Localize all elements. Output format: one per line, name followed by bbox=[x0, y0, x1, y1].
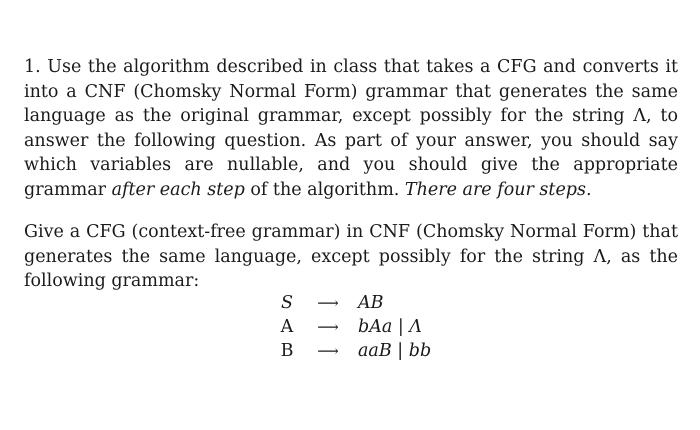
rule-rhs: AB bbox=[358, 293, 384, 313]
task-paragraph: Give a CFG (context-free grammar) in CNF (Chomsky Normal Form) that generates the same language, except possibly for the string Λ, as the following grammar: bbox=[24, 222, 678, 291]
rule-rhs: bAa | Λ bbox=[358, 317, 422, 337]
question-paragraph bbox=[24, 55, 678, 202]
production-arrow: ⟶ bbox=[317, 318, 339, 336]
grammar-rule bbox=[270, 315, 431, 339]
grammar-rules bbox=[270, 291, 431, 363]
emphasis-four-steps: There are four steps. bbox=[404, 179, 592, 200]
rule-lhs: B bbox=[280, 341, 294, 361]
question-text: 1. Use the algorithm described in class that takes a CFG and converts it into a CNF (Chomsky Normal Form) grammar that generates the same language as the original grammar, except possibly for the string Λ, to answer the following question. As part of your answer, you should say which variables are nullable, and you should give the appropriate grammar bbox=[24, 57, 678, 200]
grammar-rule bbox=[270, 291, 431, 315]
emphasis-after-each-step: after each step bbox=[111, 179, 245, 200]
question-text-continued: of the algorithm. bbox=[244, 179, 405, 200]
production-arrow: ⟶ bbox=[317, 342, 339, 360]
production-arrow: ⟶ bbox=[317, 294, 339, 312]
rule-lhs: S bbox=[281, 293, 293, 313]
rule-lhs: A bbox=[280, 317, 294, 337]
rule-rhs: aaB | bb bbox=[358, 341, 432, 361]
grammar-rule bbox=[270, 339, 431, 363]
